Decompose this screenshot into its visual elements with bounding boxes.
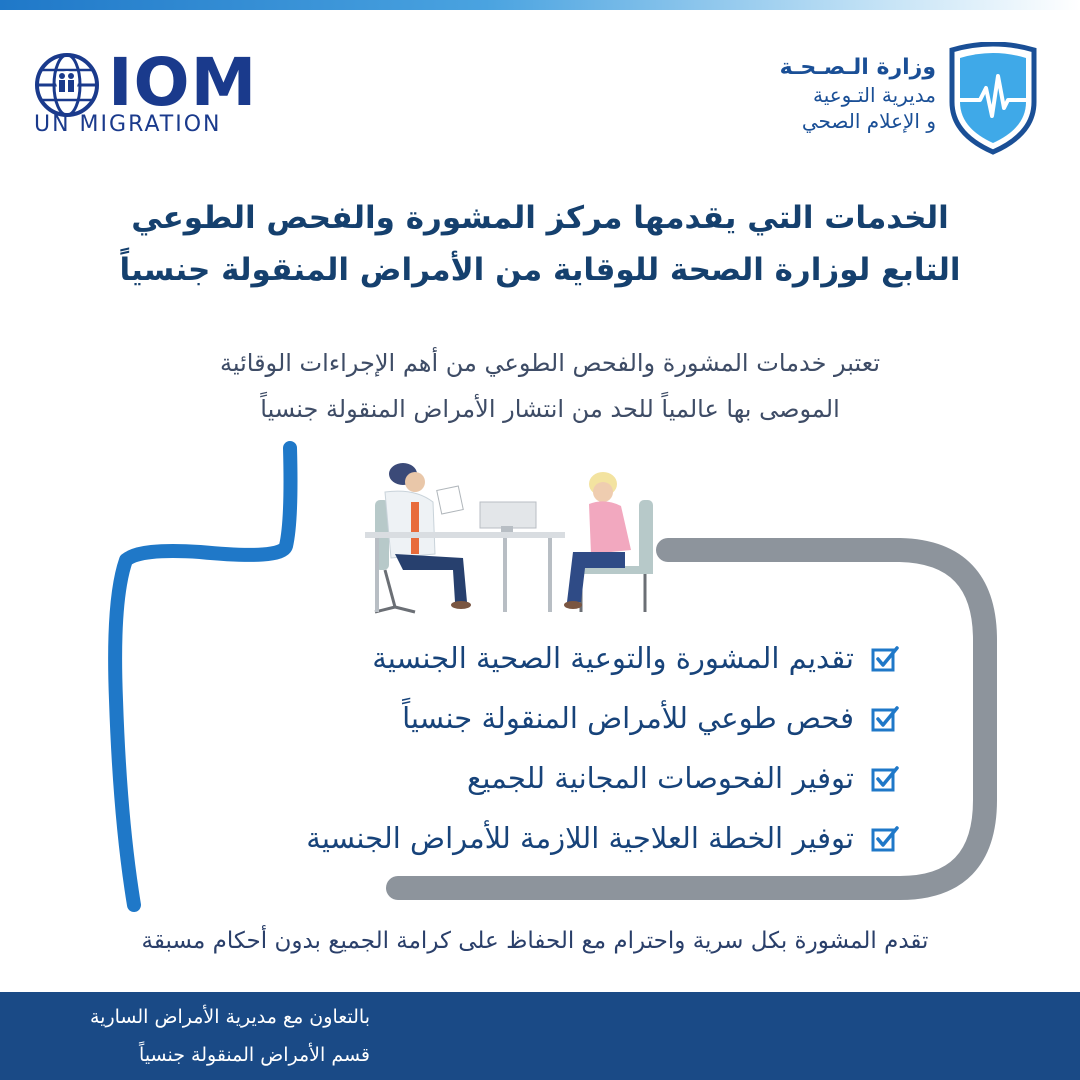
services-list (200, 628, 900, 868)
consultation-illustration (355, 462, 675, 622)
ministry-line1: وزارة الـصـحـة (779, 55, 936, 80)
footer-text (30, 998, 370, 1074)
check-icon (870, 763, 900, 793)
list-item (200, 628, 900, 688)
check-icon (870, 643, 900, 673)
iom-subtitle: UN MIGRATION (34, 112, 222, 137)
service-label: توفير الخطة العلاجية اللازمة للأمراض الجنسية (306, 821, 854, 855)
list-item (200, 748, 900, 808)
service-label: فحص طوعي للأمراض المنقولة جنسياً (402, 701, 854, 735)
footer-band (0, 992, 1080, 1080)
ministry-line3: و الإعلام الصحي (801, 109, 936, 133)
check-icon (870, 823, 900, 853)
list-item (200, 688, 900, 748)
title-line2: التابع لوزارة الصحة للوقاية من الأمراض المنقولة جنسياً (119, 252, 961, 288)
service-label: توفير الفحوصات المجانية للجميع (466, 761, 854, 795)
intro-line2: الموصى بها عالمياً للحد من انتشار الأمراض المنقولة جنسياً (260, 395, 840, 423)
ministry-line2: مديرية التـوعية (812, 83, 936, 107)
footer-line2: قسم الأمراض المنقولة جنسياً (139, 1044, 370, 1066)
footer-line1: بالتعاون مع مديرية الأمراض السارية (89, 1006, 370, 1028)
confidentiality-note: تقدم المشورة بكل سرية واحترام مع الحفاظ على كرامة الجميع بدون أحكام مسبقة (141, 928, 929, 954)
title-line1: الخدمات التي يقدمها مركز المشورة والفحص الطوعي (131, 200, 949, 236)
list-item (200, 808, 900, 868)
check-icon (870, 703, 900, 733)
intro-line1: تعتبر خدمات المشورة والفحص الطوعي من أهم الإجراءات الوقائية (219, 349, 881, 377)
iom-wordmark: IOM (108, 44, 258, 121)
service-label: تقديم المشورة والتوعية الصحية الجنسية (372, 641, 854, 675)
